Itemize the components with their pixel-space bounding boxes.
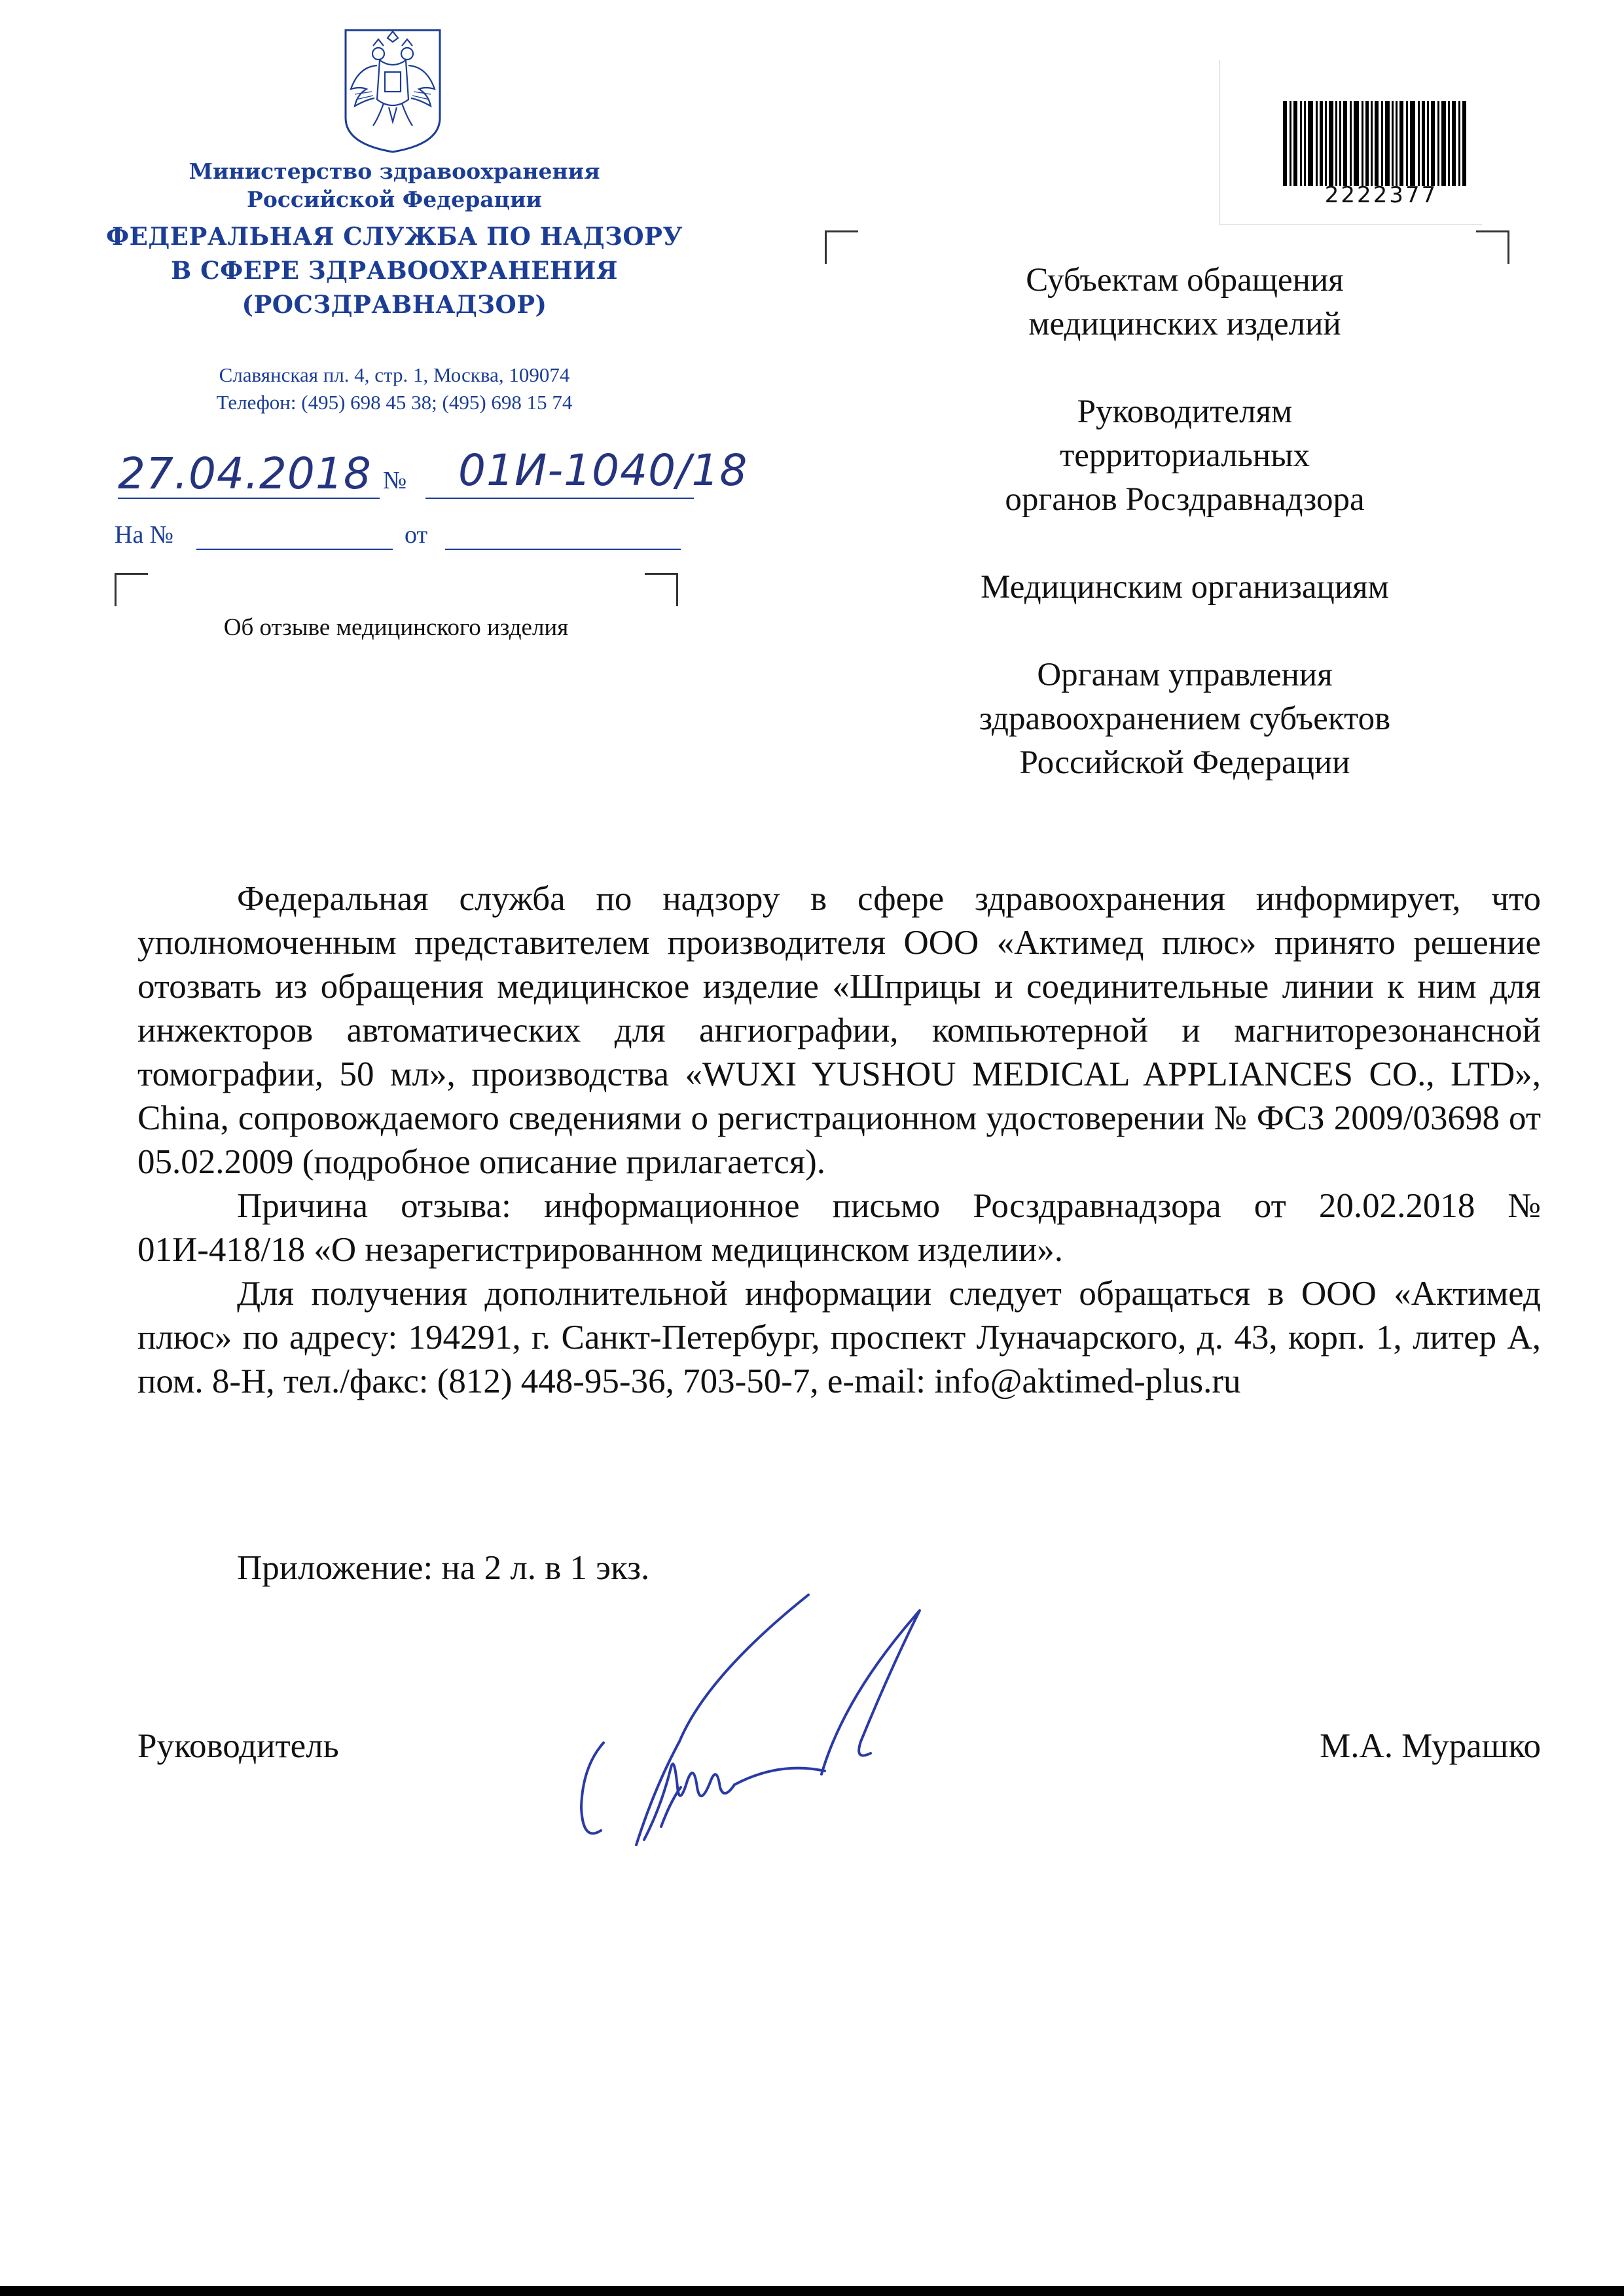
- registration-date: 27.04.2018: [118, 448, 372, 499]
- addressee-bracket-right: [1476, 230, 1509, 264]
- body-paragraph-3: Для получения дополнительной информации следует обращаться в ООО «Актимед плюс» по адресу: 194291, г. Санкт-Петербург, проспект Луначарского, д. 43, корп. 1, литер А, пом. 8-Н, тел./факс: (812) 448-95-36, 703-50-7, e-mail: info@aktimed-plus.ru: [137, 1275, 1541, 1400]
- subject-bracket-left: [115, 573, 148, 606]
- addressee-3: Медицинским организациям: [981, 569, 1389, 606]
- ministry-name-line2: Российской Федерации: [247, 187, 542, 212]
- addressee-block: [897, 259, 1473, 829]
- reply-from-label: от: [405, 521, 428, 549]
- subject-bracket-right: [645, 573, 678, 606]
- signer-name: М.А. Мурашко: [1320, 1727, 1541, 1765]
- body-paragraph-1: Федеральная служба по надзору в сфере здравоохранения информирует, что уполномоченным представителем производителя ООО «Актимед плюс» принято решение отозвать из обращения медицинское изделие «Шприцы и соединительные линии к ним для инжекторов автоматических для ангиографии, компьютерной и магниторезонансной томографии, 50 мл», производства «WUXI YUSHOU MEDICAL APPLIANCES CO., LTD», China, сопровождаемого сведениями о регистрационном удостоверении № ФСЗ 2009/03698 от 05.02.2009 (подробное описание прилагается).: [137, 880, 1541, 1181]
- number-rule: [425, 498, 694, 499]
- handwritten-signature-icon: [563, 1591, 929, 1879]
- service-phone: Телефон: (495) 698 45 38; (495) 698 15 74: [216, 391, 573, 414]
- reply-number-rule: [196, 549, 393, 550]
- letter-body: [137, 877, 1541, 1404]
- addressee-bracket-left: [825, 230, 858, 264]
- addressee-1: Субъектам обращения медицинских изделий: [1026, 262, 1344, 342]
- service-name-line2: В СФЕРЕ ЗДРАВООХРАНЕНИЯ: [171, 256, 618, 285]
- attachment-note: Приложение: на 2 л. в 1 экз.: [237, 1549, 650, 1587]
- service-name-line3: (РОСЗДРАВНАДЗОР): [242, 290, 547, 319]
- service-name-line1: ФЕДЕРАЛЬНАЯ СЛУЖБА ПО НАДЗОРУ: [106, 222, 683, 251]
- addressee-4: Органам управления здравоохранением субъектов Российской Федерации: [979, 657, 1391, 781]
- state-emblem-icon: [340, 26, 445, 154]
- registration-number: 01И-1040/18: [458, 445, 748, 496]
- barcode-number: 2222377: [1324, 182, 1438, 208]
- letter-subject: Об отзыве медицинского изделия: [223, 614, 569, 641]
- reply-date-rule: [445, 549, 681, 550]
- scan-edge-bar: [0, 2286, 1624, 2296]
- barcode-icon: [1283, 101, 1466, 186]
- addressee-2: Руководителям территориальных органов Росздравнадзора: [1005, 393, 1365, 518]
- reply-to-label: На №: [115, 521, 174, 549]
- ministry-name-line1: Министерство здравоохранения: [189, 158, 600, 184]
- body-paragraph-2: Причина отзыва: информационное письмо Росздравнадзора от 20.02.2018 № 01И-418/18 «О незарегистрированном медицинском изделии».: [137, 1187, 1541, 1269]
- service-address: Славянская пл. 4, стр. 1, Москва, 109074: [219, 363, 570, 386]
- number-label: №: [383, 467, 407, 494]
- signer-position: Руководитель: [137, 1727, 339, 1765]
